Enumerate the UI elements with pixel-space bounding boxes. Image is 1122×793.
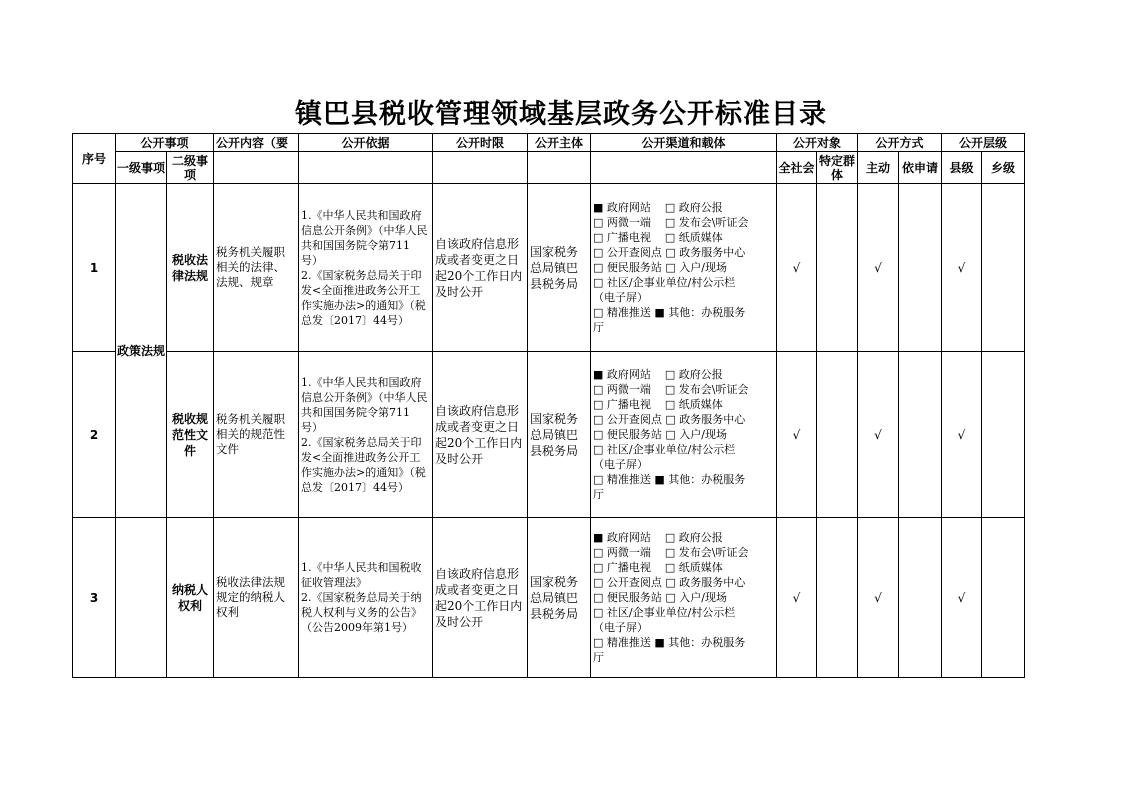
header-basis: 公开依据 xyxy=(299,134,433,152)
header-target: 公开对象 xyxy=(777,134,858,152)
header-level-town: 乡级 xyxy=(982,152,1025,184)
row-time: 自该政府信息形成或者变更之日起20个工作日内及时公开 xyxy=(433,184,528,352)
table-row xyxy=(73,352,1025,518)
table-row xyxy=(73,184,1025,352)
row-basis: 1.《中华人民共和国政府信息公开条例》（中华人民共和国国务院令第711号） 2.《国家税务总局关于印发<全面推进政务公开工作实施办法>的通知》（税总发〔2017〕44号） xyxy=(299,184,433,352)
row-target-specific xyxy=(817,352,858,518)
header-row-1 xyxy=(73,134,1025,152)
row-target-all: √ xyxy=(777,184,817,352)
row-subject: 国家税务总局镇巴县税务局 xyxy=(528,518,591,678)
row-seq: 2 xyxy=(73,352,116,518)
row-target-all: √ xyxy=(777,352,817,518)
row-basis: 1.《中华人民共和国税收征收管理法》 2.《国家税务总局关于纳税人权利与义务的公告》（公告2009年第1号） xyxy=(299,518,433,678)
row-seq: 1 xyxy=(73,184,116,352)
header-time-blank xyxy=(433,152,528,184)
row-level-county: √ xyxy=(942,184,982,352)
row-subject: 国家税务总局镇巴县税务局 xyxy=(528,184,591,352)
row-target-specific xyxy=(817,518,858,678)
header-level1: 一级事项 xyxy=(116,152,167,184)
row-level1 xyxy=(116,518,167,678)
header-subject: 公开主体 xyxy=(528,134,591,152)
header-method-active: 主动 xyxy=(858,152,899,184)
row-content: 税务机关履职相关的法律、法规、规章 xyxy=(214,184,299,352)
row-level-county: √ xyxy=(942,352,982,518)
row-level-town xyxy=(982,184,1025,352)
row-level-county: √ xyxy=(942,518,982,678)
row-content: 税收法律法规规定的纳税人权利 xyxy=(214,518,299,678)
row-method-active: √ xyxy=(858,184,899,352)
row-method-active: √ xyxy=(858,352,899,518)
row-level2: 纳税人权利 xyxy=(167,518,214,678)
table-row xyxy=(73,518,1025,678)
header-time: 公开时限 xyxy=(433,134,528,152)
row-channel: ■ 政府网站 □ 政府公报 □ 两微一端 □ 发布会\听证会 □ 广播电视 □ 纸质媒体 □ 公开查阅点 □ 政务服务中心 □ 便民服务站 □ 入户/现场 □ 社区/企事业单位/村公示栏 （电子屏） □ 精准推送 ■ 其他：办税服务 厅 xyxy=(591,184,777,352)
header-row-2 xyxy=(73,152,1025,184)
row-target-specific xyxy=(817,184,858,352)
row-method-active: √ xyxy=(858,518,899,678)
header-channel: 公开渠道和载体 xyxy=(591,134,777,152)
row-time: 自该政府信息形成或者变更之日起20个工作日内及时公开 xyxy=(433,352,528,518)
disclosure-catalog-table xyxy=(72,133,1025,678)
header-level2: 二级事项 xyxy=(167,152,214,184)
header-method-request: 依申请 xyxy=(899,152,942,184)
header-subject-blank xyxy=(528,152,591,184)
header-channel-blank xyxy=(591,152,777,184)
row-channel: ■ 政府网站 □ 政府公报 □ 两微一端 □ 发布会\听证会 □ 广播电视 □ 纸质媒体 □ 公开查阅点 □ 政务服务中心 □ 便民服务站 □ 入户/现场 □ 社区/企事业单位/村公示栏 （电子屏） □ 精准推送 ■ 其他：办税服务 厅 xyxy=(591,352,777,518)
header-items: 公开事项 xyxy=(116,134,214,152)
header-level-county: 县级 xyxy=(942,152,982,184)
row-target-all: √ xyxy=(777,518,817,678)
header-method: 公开方式 xyxy=(858,134,942,152)
row-level-town xyxy=(982,518,1025,678)
row-level1: 政策法规 xyxy=(116,184,167,518)
header-basis-blank xyxy=(299,152,433,184)
header-level: 公开层级 xyxy=(942,134,1025,152)
page-title: 镇巴县税收管理领域基层政务公开标准目录 xyxy=(295,99,827,130)
row-seq: 3 xyxy=(73,518,116,678)
header-target-specific: 特定群体 xyxy=(817,152,858,184)
header-content: 公开内容（要 xyxy=(214,134,299,152)
row-subject: 国家税务总局镇巴县税务局 xyxy=(528,352,591,518)
row-time: 自该政府信息形成或者变更之日起20个工作日内及时公开 xyxy=(433,518,528,678)
row-method-request xyxy=(899,184,942,352)
row-level2: 税收法律法规 xyxy=(167,184,214,352)
row-method-request xyxy=(899,352,942,518)
row-basis: 1.《中华人民共和国政府信息公开条例》（中华人民共和国国务院令第711号） 2.《国家税务总局关于印发<全面推进政务公开工作实施办法>的通知》（税总发〔2017〕44号） xyxy=(299,352,433,518)
header-content-blank xyxy=(214,152,299,184)
row-channel: ■ 政府网站 □ 政府公报 □ 两微一端 □ 发布会\听证会 □ 广播电视 □ 纸质媒体 □ 公开查阅点 □ 政务服务中心 □ 便民服务站 □ 入户/现场 □ 社区/企事业单位/村公示栏 （电子屏） □ 精准推送 ■ 其他：办税服务 厅 xyxy=(591,518,777,678)
row-level2: 税收规范性文件 xyxy=(167,352,214,518)
header-seq: 序号 xyxy=(73,134,116,184)
header-target-all: 全社会 xyxy=(777,152,817,184)
row-content: 税务机关履职相关的规范性文件 xyxy=(214,352,299,518)
row-method-request xyxy=(899,518,942,678)
row-level-town xyxy=(982,352,1025,518)
